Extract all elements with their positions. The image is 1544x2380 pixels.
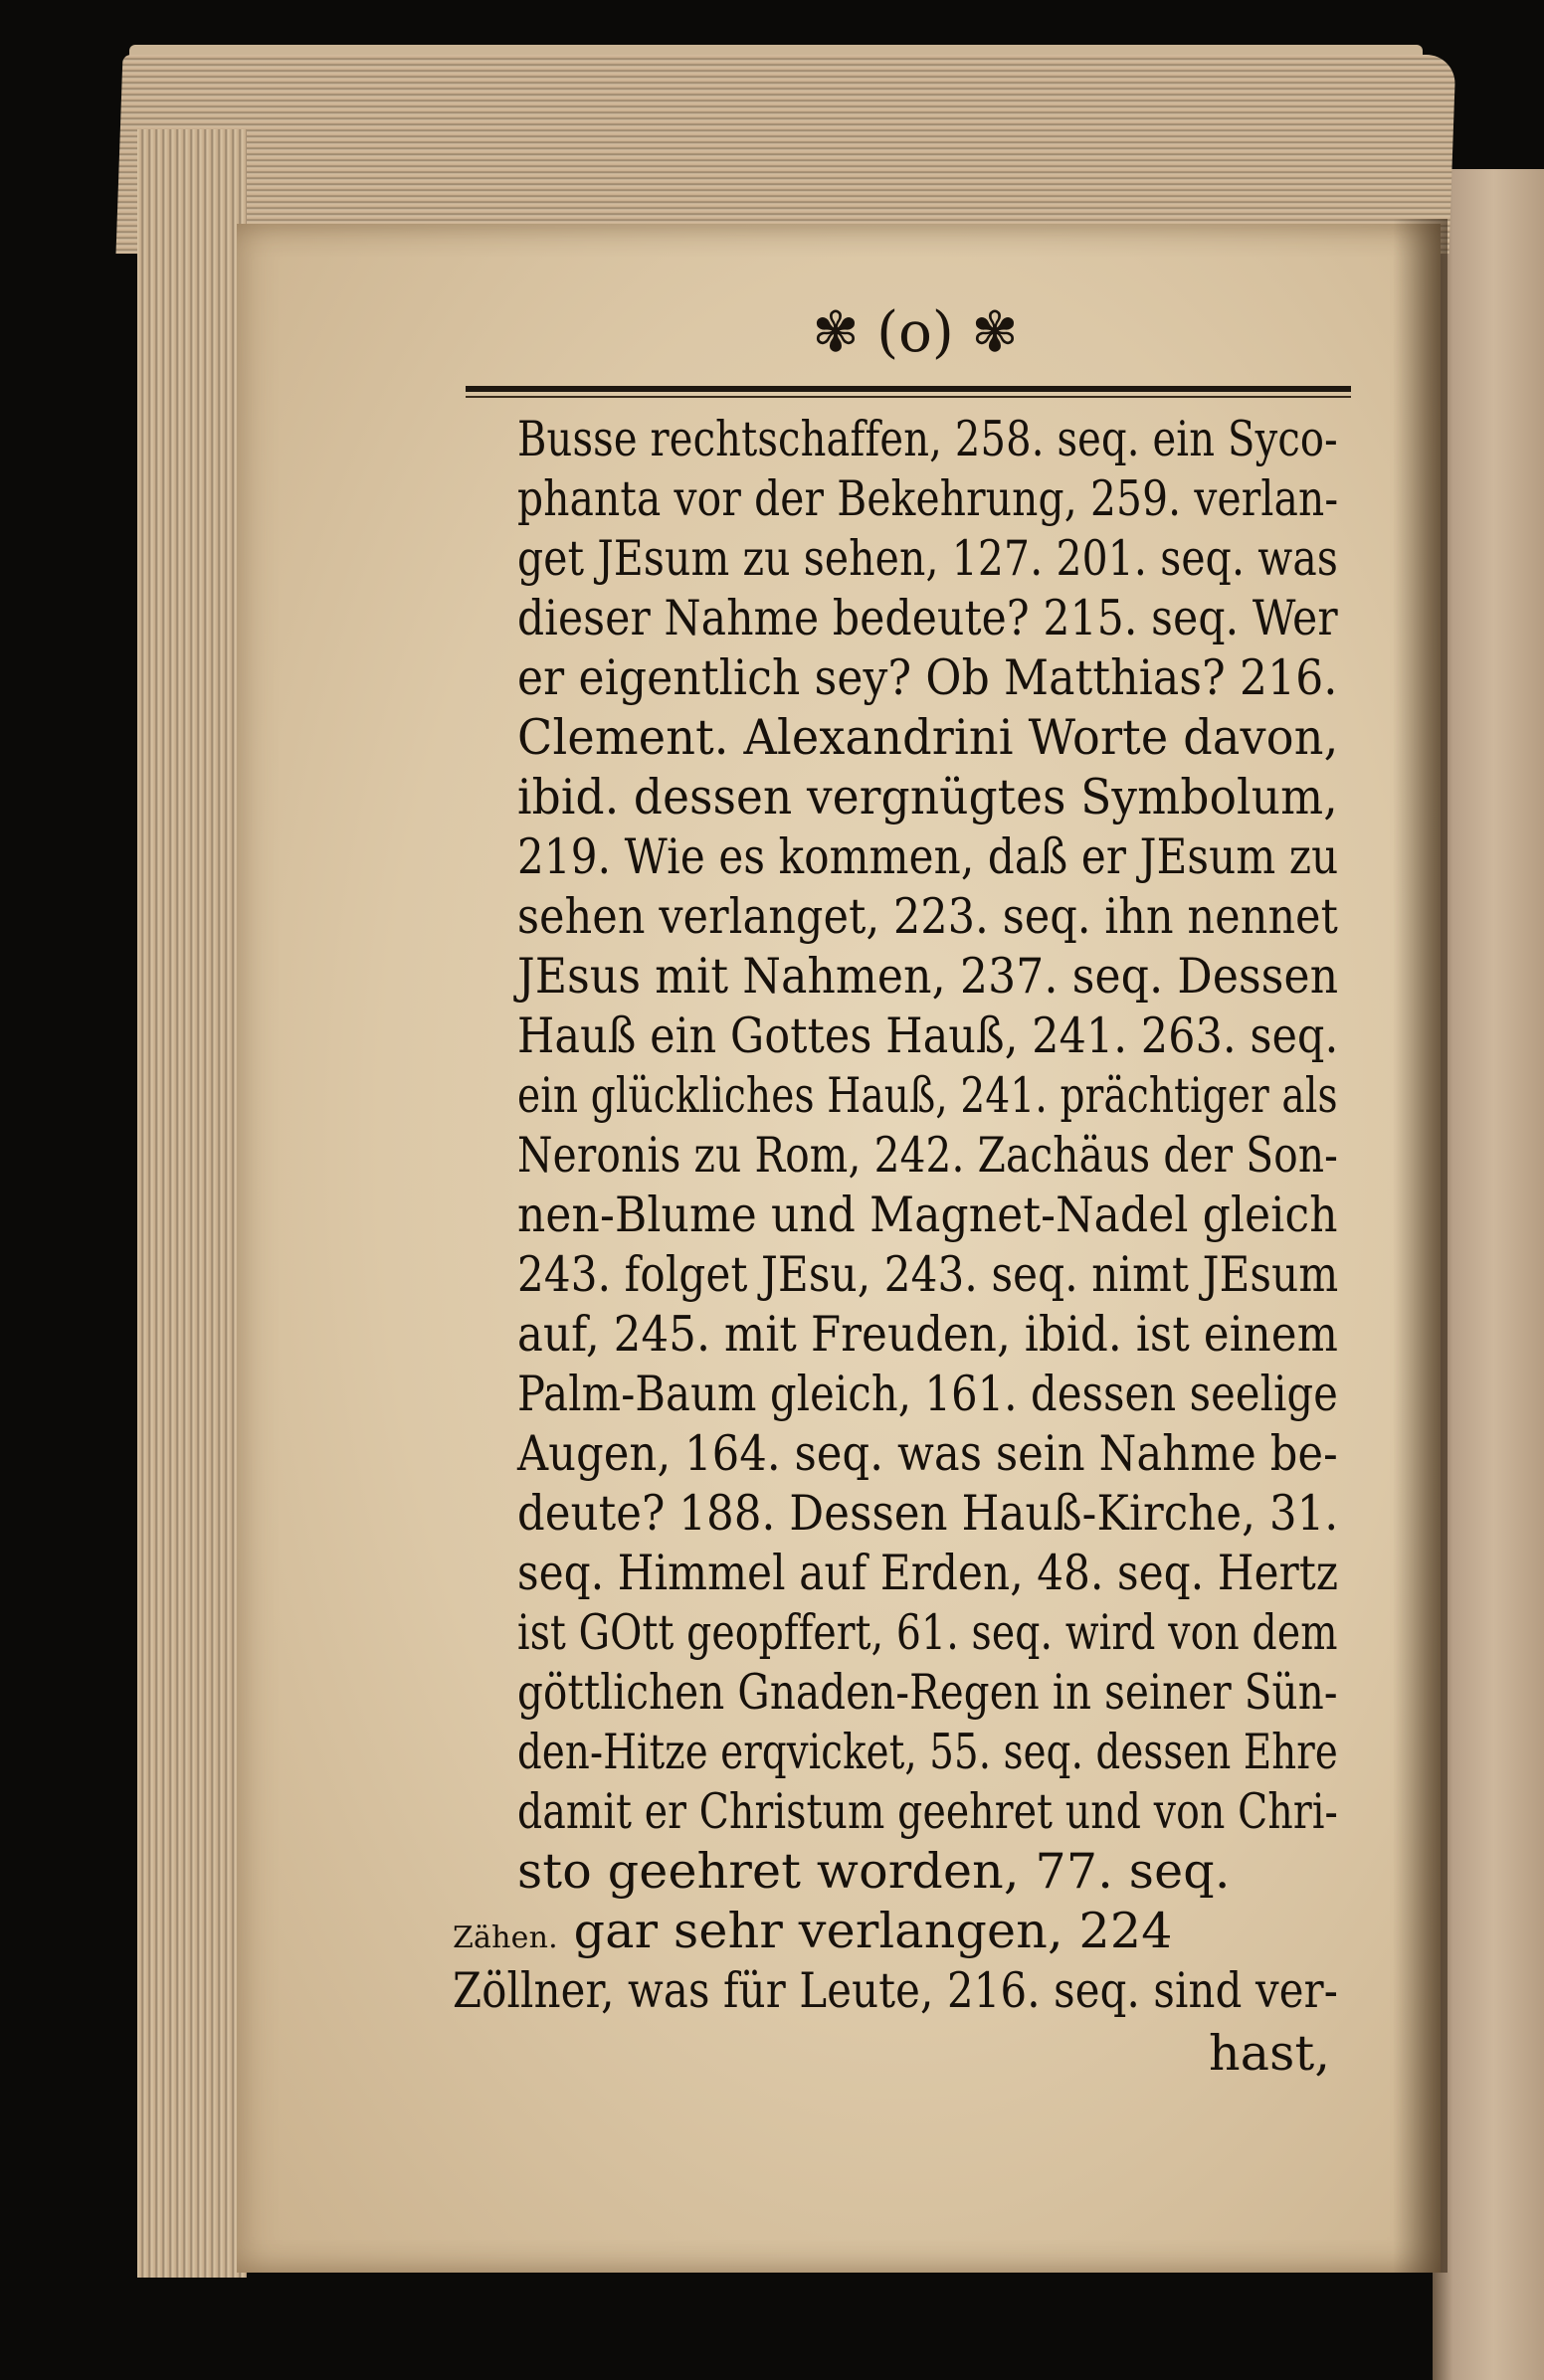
text-line: Hauß ein Gottes Hauß, 241. 263. seq. xyxy=(517,1007,1339,1064)
entry-text: Zöllner, was für Leute, 216. seq. sind ver- xyxy=(453,1962,1339,2019)
text-line: dieser Nahme bedeute? 215. seq. Wer xyxy=(517,590,1338,646)
entry-head: Zähen. xyxy=(453,1921,558,1955)
text-line: göttlichen Gnaden-Regen in seiner Sün- xyxy=(517,1664,1338,1721)
text-line: JEsus mit Nahmen, 237. seq. Dessen xyxy=(517,948,1339,1005)
text-line: Palm-Baum gleich, 161. dessen seelige xyxy=(517,1366,1339,1422)
ornament-left-icon: ✾ xyxy=(812,300,860,365)
text-line: Clement. Alexandrini Worte davon, xyxy=(517,709,1339,766)
text-line: seq. Himmel auf Erden, 48. seq. Hertz xyxy=(517,1545,1339,1601)
text-line: hast, xyxy=(1209,2025,1331,2082)
page-mark: (o) xyxy=(876,300,954,365)
text-line: ibid. dessen vergnügtes Symbolum, xyxy=(517,769,1338,825)
text-line: get JEsum zu sehen, 127. 201. seq. was xyxy=(517,530,1339,587)
entry-text: gar sehr verlangen, 224 xyxy=(573,1903,1173,1959)
text-line: deute? 188. Dessen Hauß-Kirche, 31. xyxy=(517,1485,1339,1542)
text-line: den-Hitze erqvicket, 55. seq. dessen Ehre xyxy=(517,1724,1338,1780)
text-line: 219. Wie es kommen, daß er JEsum zu xyxy=(517,828,1339,885)
text-line: auf, 245. mit Freuden, ibid. ist einem xyxy=(517,1306,1339,1363)
ornament-right-icon: ✾ xyxy=(971,300,1019,365)
index-entry xyxy=(453,1961,1338,2021)
index-entry xyxy=(453,1902,1173,1968)
text-line: damit er Christum geehret und von Chri- xyxy=(517,1783,1339,1840)
text-line: Busse rechtschaffen, 258. seq. ein Syco- xyxy=(517,411,1338,467)
text-line: nen-Blume und Magnet-Nadel gleich xyxy=(517,1187,1338,1243)
text-line: Augen, 164. seq. was sein Nahme be- xyxy=(517,1425,1338,1482)
text-line: ist GOtt geopffert, 61. seq. wird von dem xyxy=(517,1604,1338,1661)
text-line: sto geehret worden, 77. seq. xyxy=(517,1843,1231,1900)
text-line: phanta vor der Bekehrung, 259. verlan- xyxy=(517,470,1339,527)
text-line: ein glückliches Hauß, 241. prächtiger als xyxy=(517,1067,1338,1124)
text-line: 243. folget JEsu, 243. seq. nimt JEsum xyxy=(517,1246,1339,1303)
text-line: er eigentlich sey? Ob Matthias? 216. xyxy=(517,649,1338,706)
text-line: Neronis zu Rom, 242. Zachäus der Son- xyxy=(517,1127,1339,1184)
text-line: sehen verlanget, 223. seq. ihn nennet xyxy=(517,888,1339,945)
